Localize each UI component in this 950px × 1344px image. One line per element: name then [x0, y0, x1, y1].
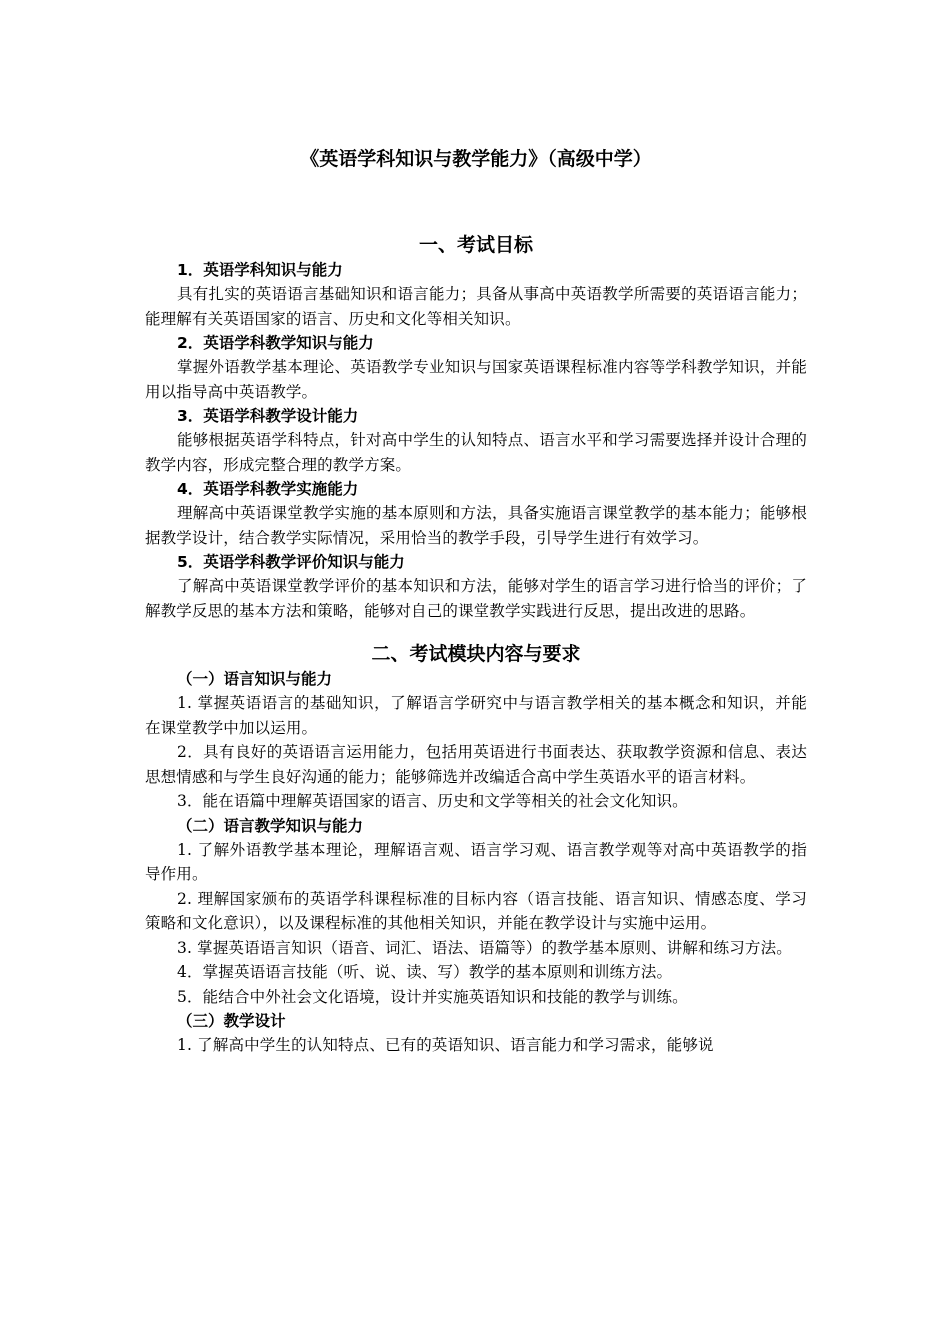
objective-text: 具有扎实的英语语言基础知识和语言能力；具备从事高中英语教学所需要的英语语言能力；能理解有关英语国家的语言、历史和文化等相关知识。 [145, 285, 807, 328]
objective-heading: 4．英语学科教学实施能力 [177, 480, 359, 498]
objective-text: 能够根据英语学科特点，针对高中学生的认知特点、语言水平和学习需要选择并设计合理的教学内容，形成完整合理的教学方案。 [145, 431, 807, 474]
requirement-item: 2. 理解国家颁布的英语学科课程标准的目标内容（语言技能、语言知识、情感态度、学习策略和文化意识），以及课程标准的其他相关知识，并能在教学设计与实施中运用。 [145, 889, 807, 932]
requirement-item: 5．能结合中外社会文化语境，设计并实施英语知识和技能的教学与训练。 [177, 987, 688, 1006]
module-part-heading: （一）语言知识与能力 [177, 670, 333, 688]
document-body [145, 232, 807, 1058]
requirement-item: 3．能在语篇中理解英语国家的语言、历史和文学等相关的社会文化知识。 [177, 792, 688, 810]
requirement-item: 1. 了解外语教学基本理论，理解语言观、语言学习观、语言教学观等对高中英语教学的指导作用。 [145, 840, 807, 883]
requirement-item: 3. 掌握英语语言知识（语音、词汇、语法、语篇等）的教学基本原则、讲解和练习方法。 [177, 938, 792, 957]
objective-heading: 3．英语学科教学设计能力 [177, 407, 359, 425]
requirement-item: 1. 掌握英语语言的基础知识，了解语言学研究中与语言教学相关的基本概念和知识，并能在课堂教学中加以运用。 [145, 694, 807, 737]
objective-heading: 2．英语学科教学知识与能力 [177, 334, 374, 352]
module-part-heading: （二）语言教学知识与能力 [177, 816, 364, 835]
objective-heading: 5．英语学科教学评价知识与能力 [177, 553, 405, 571]
section-heading-exam-objectives: 一、考试目标 [418, 234, 533, 256]
module-part-heading: （三）教学设计 [177, 1012, 286, 1030]
requirement-item: 1. 了解高中学生的认知特点、已有的英语知识、语言能力和学习需求，能够说 [177, 1036, 714, 1054]
section-heading-module-content: 二、考试模块内容与要求 [371, 643, 581, 665]
objective-text: 理解高中英语课堂教学实施的基本原则和方法，具备实施语言课堂教学的基本能力；能够根据教学设计，结合教学实际情况，采用恰当的教学手段，引导学生进行有效学习。 [145, 504, 807, 547]
objective-text: 了解高中英语课堂教学评价的基本知识和方法，能够对学生的语言学习进行恰当的评价；了解教学反思的基本方法和策略，能够对自己的课堂教学实践进行反思，提出改进的思路。 [145, 577, 807, 620]
document-title: 《英语学科知识与教学能力》（高级中学） [300, 148, 652, 170]
objective-heading: 1．英语学科知识与能力 [177, 261, 343, 279]
objective-text: 掌握外语教学基本理论、英语教学专业知识与国家英语课程标准内容等学科教学知识，并能用以指导高中英语教学。 [145, 358, 807, 401]
requirement-item: 4．掌握英语语言技能（听、说、读、写）教学的基本原则和训练方法。 [177, 963, 673, 981]
requirement-item: 2．具有良好的英语语言运用能力，包括用英语进行书面表达、获取教学资源和信息、表达思想情感和与学生良好沟通的能力；能够筛选并改编适合高中学生英语水平的语言材料。 [145, 743, 807, 786]
